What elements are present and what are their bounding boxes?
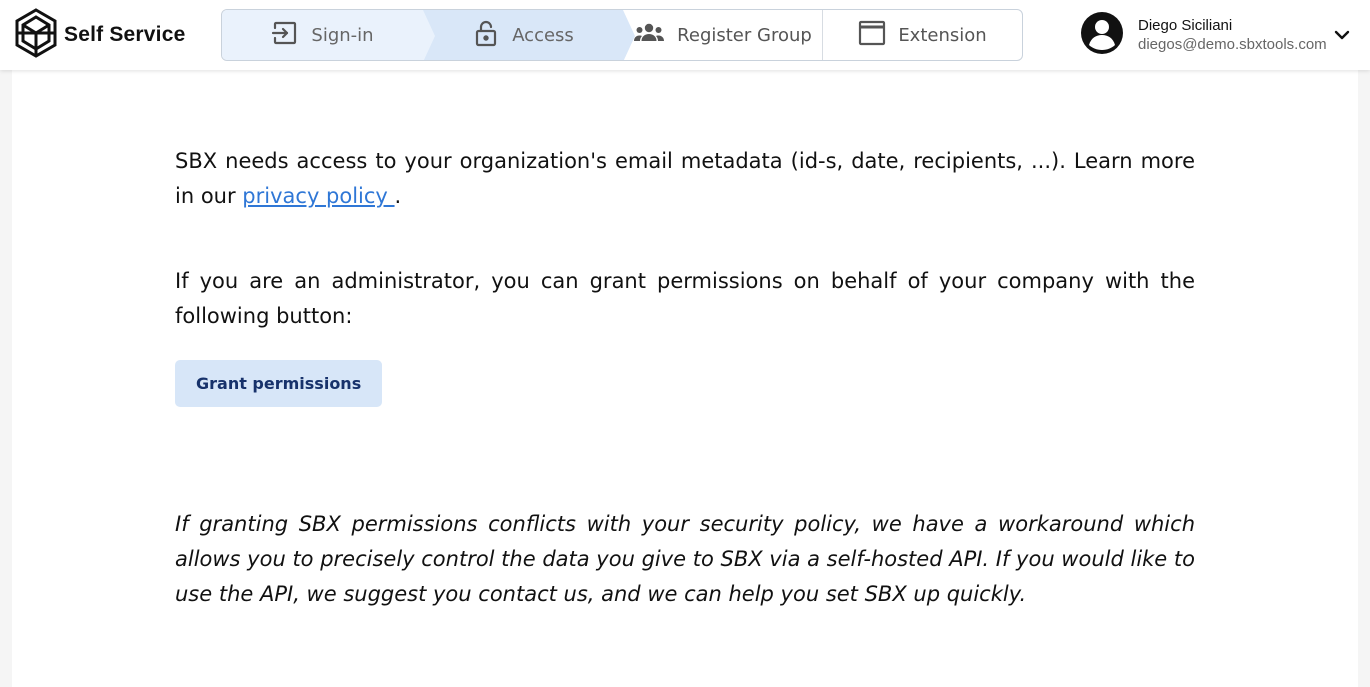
intro-text: SBX needs access to your organization's email metadata (id-s, date, recipients, ...). Learn more in our bbox=[175, 149, 1195, 208]
progress-stepper bbox=[221, 9, 1023, 61]
step-label: Extension bbox=[898, 24, 987, 46]
user-name: Diego Siciliani bbox=[1138, 17, 1233, 34]
grant-permissions-button[interactable]: Grant permissions bbox=[175, 360, 382, 407]
sign-in-icon bbox=[271, 19, 299, 52]
chevron-down-icon[interactable] bbox=[1333, 26, 1351, 44]
app-title: Self Service bbox=[64, 23, 186, 46]
admin-paragraph: If you are an administrator, you can grant permissions on behalf of your company with the following button: bbox=[175, 269, 1195, 328]
top-bar bbox=[0, 0, 1370, 70]
workaround-paragraph: If granting SBX permissions conflicts with your security policy, we have a workaround which allows you to precisely control the data you give to SBX via a self-hosted API. If you would like to use the API, we suggest you contact us, and we can help you set SBX up quickly. bbox=[175, 512, 1195, 606]
step-access[interactable] bbox=[423, 10, 623, 60]
step-label: Sign-in bbox=[311, 24, 374, 46]
privacy-policy-link[interactable]: privacy policy bbox=[242, 184, 395, 208]
sbx-logo-icon bbox=[14, 8, 58, 62]
brand[interactable] bbox=[14, 10, 185, 60]
lock-icon bbox=[472, 19, 500, 52]
main-content bbox=[12, 70, 1358, 687]
window-icon bbox=[858, 19, 886, 52]
step-label: Access bbox=[512, 24, 574, 46]
user-menu[interactable] bbox=[1080, 12, 1327, 58]
group-icon bbox=[633, 19, 665, 52]
intro-paragraph bbox=[175, 144, 1195, 214]
step-sign-in[interactable] bbox=[222, 10, 423, 60]
access-content bbox=[175, 144, 1195, 612]
user-info bbox=[1138, 17, 1327, 53]
avatar bbox=[1080, 11, 1124, 59]
step-label: Register Group bbox=[677, 24, 812, 46]
step-register-group[interactable] bbox=[623, 10, 823, 60]
step-extension[interactable] bbox=[823, 10, 1022, 60]
intro-end: . bbox=[394, 184, 402, 208]
user-email: diegos@demo.sbxtools.com bbox=[1138, 36, 1327, 53]
